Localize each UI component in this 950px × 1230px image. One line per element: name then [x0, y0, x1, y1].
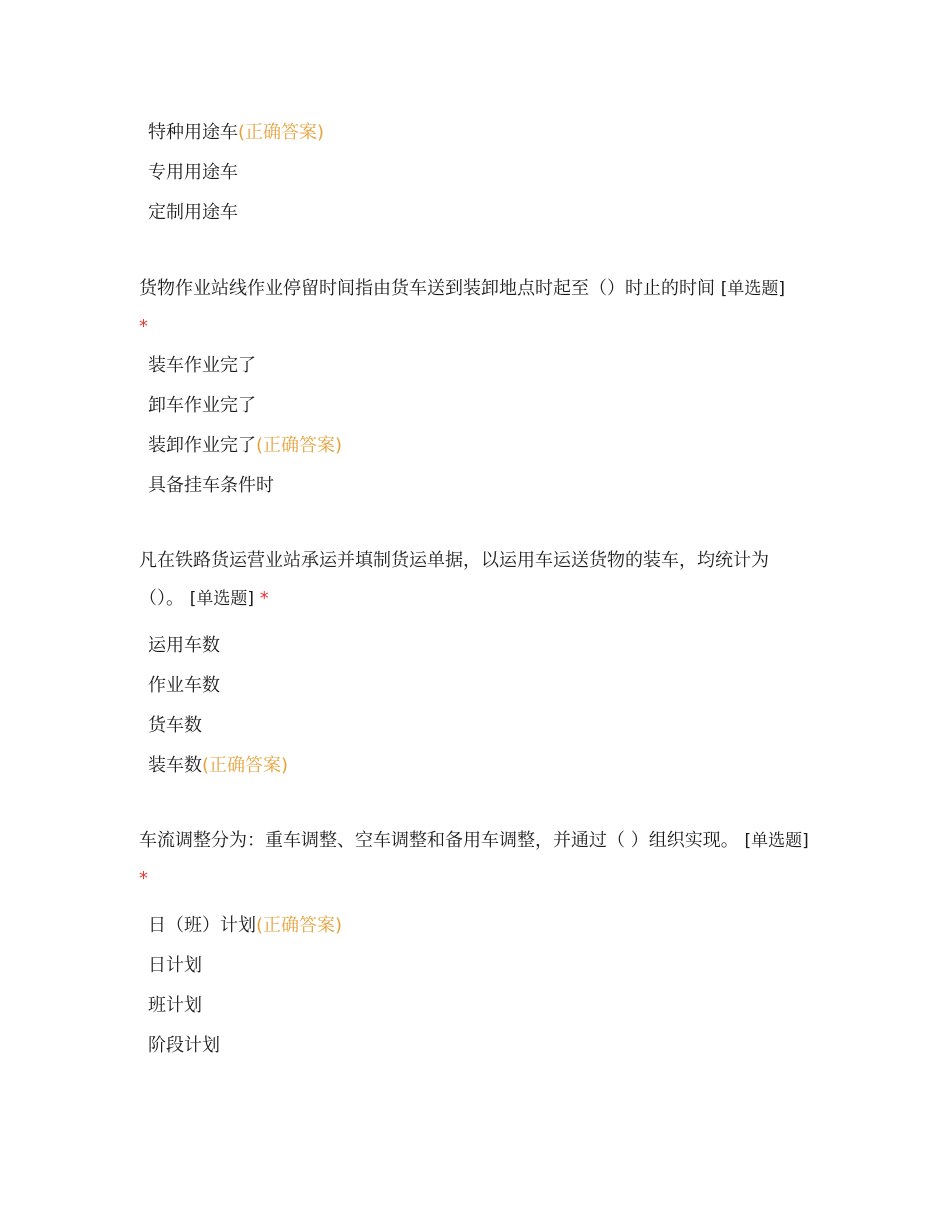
option-item — [148, 986, 808, 1026]
option-item — [148, 626, 808, 666]
option-item — [148, 666, 808, 706]
required-marker: * — [259, 588, 269, 609]
required-marker: * — [139, 868, 148, 889]
option-item — [148, 153, 808, 193]
option-item — [148, 386, 808, 426]
option-item — [148, 113, 808, 153]
option-label: 卸车作业完了 — [148, 395, 256, 416]
option-item — [148, 193, 808, 233]
question-text: 货物作业站线作业停留时间指由货车送到装卸地点时起至（）时止的时间 — [139, 278, 715, 299]
option-label: 作业车数 — [148, 675, 220, 696]
correct-answer-marker: (正确答案) — [202, 755, 289, 776]
option-item — [148, 706, 808, 746]
question-text: 凡在铁路货运营业站承运并填制货运单据，以运用车运送货物的装车，均统计为（）。 — [139, 550, 769, 609]
option-label: 装车数 — [148, 755, 202, 776]
correct-answer-marker: (正确答案) — [256, 915, 343, 936]
option-label: 运用车数 — [148, 635, 220, 656]
option-item — [148, 466, 808, 506]
correct-answer-marker: (正确答案) — [256, 435, 343, 456]
option-label: 阶段计划 — [148, 1035, 220, 1056]
option-label: 具备挂车条件时 — [148, 475, 274, 496]
option-label: 货车数 — [148, 715, 202, 736]
option-label: 班计划 — [148, 995, 202, 1016]
option-label: 装卸作业完了 — [148, 435, 256, 456]
question-type: [单选题] — [189, 589, 254, 609]
option-label: 日（班）计划 — [148, 915, 256, 936]
option-item — [148, 1026, 808, 1066]
question-type: [单选题] — [744, 831, 809, 851]
option-label: 专用用途车 — [148, 162, 238, 183]
option-label: 日计划 — [148, 955, 202, 976]
option-list-q0 — [148, 113, 808, 233]
required-marker: * — [139, 316, 148, 337]
question-type: [单选题] — [720, 279, 785, 299]
option-item — [148, 906, 808, 946]
option-label: 特种用途车 — [148, 122, 238, 143]
option-list-q1 — [148, 346, 808, 506]
option-label: 装车作业完了 — [148, 355, 256, 376]
option-label: 定制用途车 — [148, 202, 238, 223]
option-item — [148, 426, 808, 466]
question-text: 车流调整分为：重车调整、空车调整和备用车调整，并通过（ ）组织实现。 — [139, 830, 739, 851]
question-title — [139, 542, 811, 618]
option-item — [148, 346, 808, 386]
question-title — [139, 822, 811, 898]
option-list-q3 — [148, 906, 808, 1066]
option-item — [148, 746, 808, 786]
question-title — [139, 270, 811, 346]
option-list-q2 — [148, 626, 808, 786]
option-item — [148, 946, 808, 986]
correct-answer-marker: (正确答案) — [238, 122, 325, 143]
